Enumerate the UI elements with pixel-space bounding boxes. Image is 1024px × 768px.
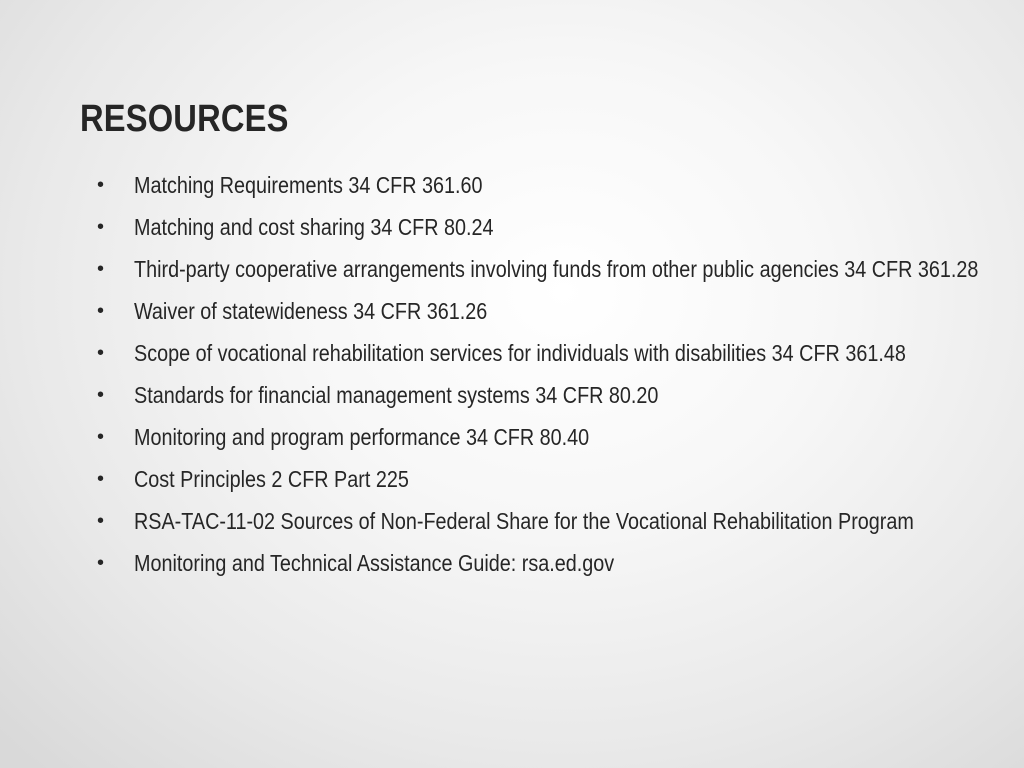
list-item (97, 466, 1007, 493)
list-item (97, 256, 1007, 283)
slide-title: RESOURCES (80, 98, 289, 140)
list-item-text: • Matching and cost sharing 34 CFR 80.24 (134, 214, 494, 240)
list-item (97, 382, 1007, 409)
list-item (97, 340, 1007, 367)
list-item-text: • Monitoring and program performance 34 CFR 80.40 (134, 424, 590, 450)
list-item (97, 508, 1007, 535)
list-item (97, 298, 1007, 325)
list-item (97, 550, 1007, 577)
list-item-text: • Standards for financial management systems 34 CFR 80.20 (134, 382, 659, 408)
list-item (97, 424, 1007, 451)
list-item-text: • Third-party cooperative arrangements involving funds from other public agencies 34 CFR 361.28 (134, 256, 979, 282)
list-item (97, 214, 1007, 241)
list-item (97, 172, 1007, 199)
list-item-text: • Cost Principles 2 CFR Part 225 (134, 466, 409, 492)
resources-list (97, 172, 1007, 592)
list-item-text: • Monitoring and Technical Assistance Guide: rsa.ed.gov (134, 550, 615, 576)
list-item-text: • RSA-TAC-11-02 Sources of Non-Federal Share for the Vocational Rehabilitation Program (134, 508, 914, 534)
list-item-text: • Waiver of statewideness 34 CFR 361.26 (134, 298, 488, 324)
list-item-text: • Matching Requirements 34 CFR 361.60 (134, 172, 483, 198)
list-item-text: • Scope of vocational rehabilitation services for individuals with disabilities 34 CFR 361.48 (134, 340, 906, 366)
